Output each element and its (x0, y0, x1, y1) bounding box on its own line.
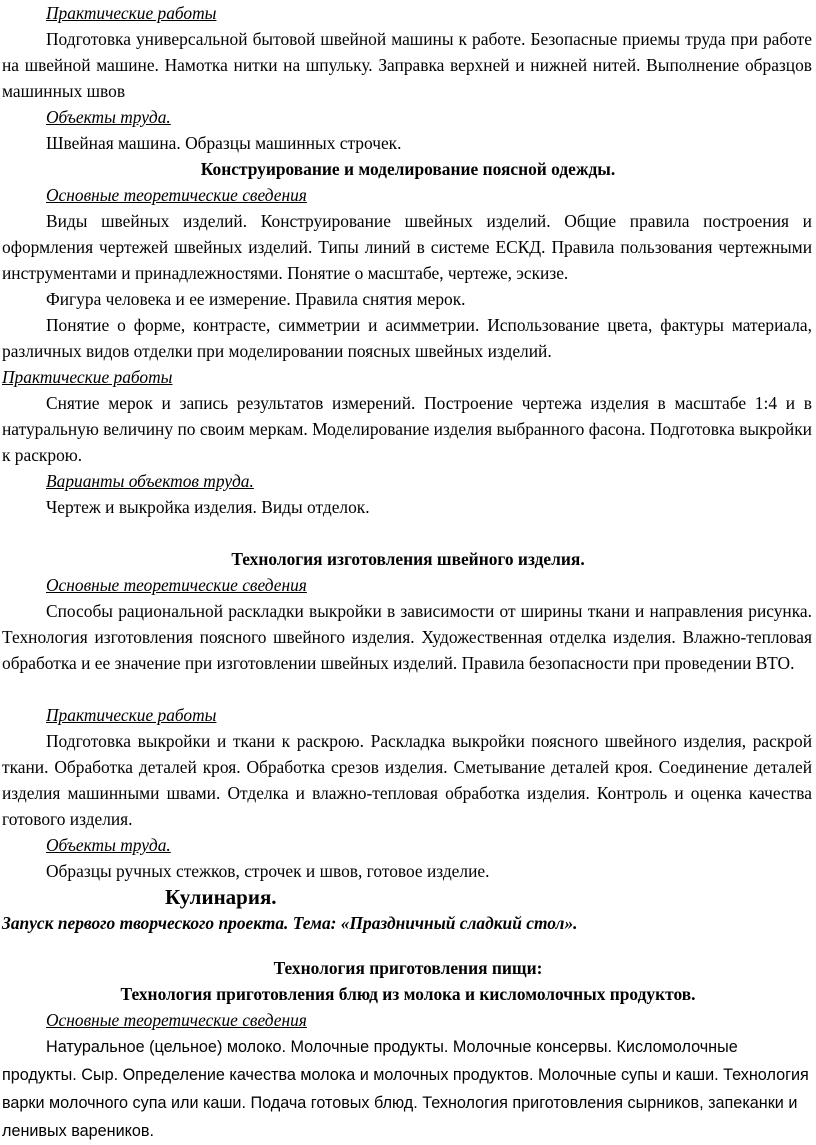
paragraph-work-objects: Образцы ручных стежков, строчек и швов, готовое изделие. (46, 861, 490, 881)
paragraph-theory-3: Понятие о форме, контрасте, симметрии и асимметрии. Использование цвета, фактуры материала, различных видов отделки при моделировании поясных швейных изделий. (2, 315, 812, 361)
label-practical-work: Практические работы (2, 367, 173, 387)
section-heading-technology: Технология изготовления швейного изделия. (231, 549, 585, 569)
paragraph-theory: Способы рациональной раскладки выкройки в зависимости от ширины ткани и направления рисунка. Технология изготовления поясного швейного изделия. Художественная отделка изделия. Влажно-тепловая обработка и ее значение при изготовлении швейных изделий. Правила безопасности при проведении ВТО. (2, 601, 812, 673)
paragraph-work-object-variants: Чертеж и выкройка изделия. Виды отделок. (46, 497, 370, 517)
section-heading-cooking: Кулинария. (165, 885, 277, 909)
label-practical-work: Практические работы (46, 705, 217, 725)
label-theory: Основные теоретические сведения (46, 185, 307, 205)
label-work-objects: Объекты труда. (46, 107, 171, 127)
paragraph-practical-work: Подготовка выкройки и ткани к раскрою. Раскладка выкройки поясного швейного изделия, раскрой ткани. Обработка деталей кроя. Обработка срезов изделия. Сметывание деталей кроя. Соединение деталей изделия машинными швами. Отделка и влажно-тепловая обработка изделия. Контроль и оценка качества готового изделия. (2, 731, 812, 829)
label-work-object-variants: Варианты объектов труда. (46, 471, 254, 491)
paragraph-work-objects: Швейная машина. Образцы машинных строчек. (46, 133, 402, 153)
paragraph-theory-1: Виды швейных изделий. Конструирование швейных изделий. Общие правила построения и оформления чертежей швейных изделий. Типы линий в системе ЕСКД. Правила пользования чертежными инструментами и принадлежностями. Понятие о масштабе, чертеже, эскизе. (2, 211, 812, 283)
paragraph-theory-2: Фигура человека и ее измерение. Правила снятия мерок. (46, 289, 466, 309)
label-practical-work: Практические работы (46, 3, 217, 23)
label-theory: Основные теоретические сведения (46, 1010, 307, 1030)
section-subheading-dairy: Технология приготовления блюд из молока и кисломолочных продуктов. (120, 984, 696, 1004)
label-theory: Основные теоретические сведения (46, 575, 307, 595)
section-heading-design: Конструирование и моделирование поясной одежды. (200, 159, 616, 179)
paragraph-practical-work: Подготовка универсальной бытовой швейной машины к работе. Безопасные приемы труда при работе на швейной машине. Намотка нитки на шпульку. Заправка верхней и нижней нитей. Выполнение образцов машинных швов (2, 29, 812, 101)
paragraph-practical-work: Снятие мерок и запись результатов измерений. Построение чертежа изделия в масштабе 1:4 и в натуральную величину по своим меркам. Моделирование изделия выбранного фасона. Подготовка выкройки к раскрою. (2, 393, 812, 465)
section-heading-food-technology: Технология приготовления пищи: (273, 958, 543, 978)
project-title: Запуск первого творческого проекта. Тема: «Праздничный сладкий стол». (2, 913, 578, 933)
paragraph-theory: Натуральное (цельное) молоко. Молочные продукты. Молочные консервы. Кисломолочные продукты. Сыр. Определение качества молока и молочных продуктов. Молочные супы и каши. Технология варки молочного супа или каши. Подача готовых блюд. Технология приготовления сырников, запеканки и ленивых вареников. (2, 1038, 809, 1140)
label-work-objects: Объекты труда. (46, 835, 171, 855)
